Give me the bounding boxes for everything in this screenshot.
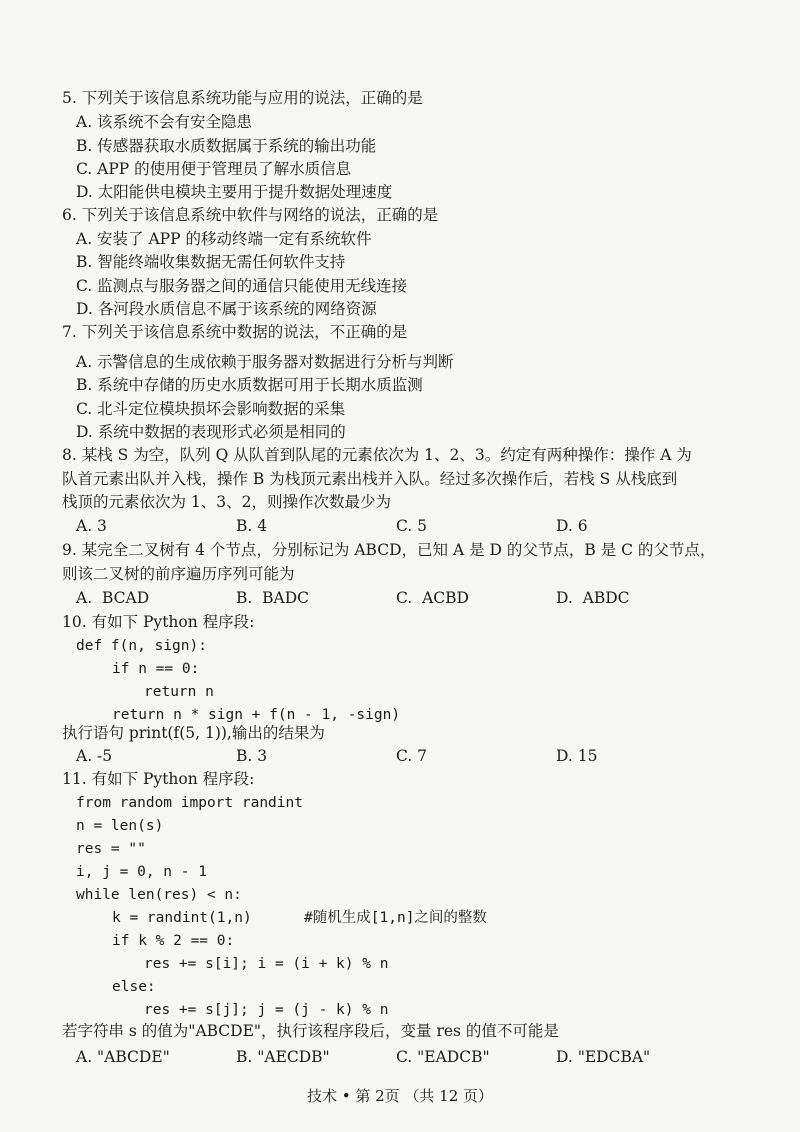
question-10-option-b: B. 3 bbox=[236, 747, 268, 765]
question-5-stem: 5. 下列关于该信息系统功能与应用的说法，正确的是 bbox=[62, 89, 423, 107]
question-11-option-a: A. "ABCDE" bbox=[76, 1048, 170, 1066]
question-5-option-a: A. 该系统不会有安全隐患 bbox=[76, 113, 253, 131]
question-6-stem: 6. 下列关于该信息系统中软件与网络的说法，正确的是 bbox=[62, 206, 439, 224]
question-10-option-c: C. 7 bbox=[396, 747, 428, 765]
question-6-option-b: B. 智能终端收集数据无需任何软件支持 bbox=[76, 253, 346, 271]
question-9-stem-line-2: 则该二叉树的前序遍历序列可能为 bbox=[62, 565, 295, 583]
question-8-stem-line-2: 队首元素出队并入栈，操作 B 为栈顶元素出栈并入队。经过多次操作后，若栈 S 从栈底到 bbox=[62, 470, 678, 488]
code-line: res += s[i]; i = (i + k) % n bbox=[144, 956, 389, 972]
question-8-option-c: C. 5 bbox=[396, 517, 428, 535]
question-8-option-d: D. 6 bbox=[556, 517, 588, 535]
question-5-option-d: D. 太阳能供电模块主要用于提升数据处理速度 bbox=[76, 183, 393, 201]
code-line: k = randint(1,n) #随机生成[1,n]之间的整数 bbox=[112, 910, 487, 926]
question-10-stem: 10. 有如下 Python 程序段: bbox=[62, 613, 255, 631]
question-8-stem-line-1: 8. 某栈 S 为空，队列 Q 从队首到队尾的元素依次为 1、2、3。约定有两种操作：操作 A 为 bbox=[62, 446, 692, 464]
code-line: return n bbox=[144, 684, 214, 700]
question-5-option-c: C. APP 的使用便于管理员了解水质信息 bbox=[76, 160, 352, 178]
code-line: n = len(s) bbox=[76, 818, 164, 834]
question-11-option-d: D. "EDCBA" bbox=[556, 1048, 651, 1066]
question-9-stem-line-1: 9. 某完全二叉树有 4 个节点，分别标记为 ABCD，已知 A 是 D 的父节点，B 是 C 的父节点， bbox=[62, 541, 716, 559]
code-line: while len(res) < n: bbox=[76, 887, 242, 903]
code-line: else: bbox=[112, 979, 156, 995]
code-line: return n * sign + f(n - 1, -sign) bbox=[112, 707, 401, 723]
question-7-option-a: A. 示警信息的生成依赖于服务器对数据进行分析与判断 bbox=[76, 353, 454, 371]
code-line: if n == 0: bbox=[112, 661, 200, 677]
question-10-option-d: D. 15 bbox=[556, 747, 598, 765]
question-7-option-b: B. 系统中存储的历史水质数据可用于长期水质监测 bbox=[76, 376, 423, 394]
question-10-prompt: 执行语句 print(f(5, 1)),输出的结果为 bbox=[62, 724, 325, 742]
page-footer: 技术 • 第 2页 （共 12 页） bbox=[306, 1087, 494, 1105]
question-11-options bbox=[76, 1046, 676, 1068]
question-8-stem-line-3: 栈顶的元素依次为 1、3、2，则操作次数最少为 bbox=[62, 493, 392, 511]
question-7-option-d: D. 系统中数据的表现形式必须是相同的 bbox=[76, 423, 346, 441]
question-9-option-b: B. BADC bbox=[236, 589, 310, 607]
question-11-option-b: B. "AECDB" bbox=[236, 1048, 330, 1066]
question-10-options bbox=[76, 745, 676, 767]
question-11-prompt: 若字符串 s 的值为"ABCDE"，执行该程序段后，变量 res 的值不可能是 bbox=[62, 1022, 559, 1040]
question-6-option-d: D. 各河段水质信息不属于该系统的网络资源 bbox=[76, 300, 377, 318]
question-11-stem: 11. 有如下 Python 程序段: bbox=[62, 770, 255, 788]
code-line: i, j = 0, n - 1 bbox=[76, 864, 207, 880]
question-9-options bbox=[76, 587, 676, 609]
question-9-option-d: D. ABDC bbox=[556, 589, 630, 607]
code-line: from random import randint bbox=[76, 795, 303, 811]
question-9-option-a: A. BCAD bbox=[76, 589, 150, 607]
question-8-option-b: B. 4 bbox=[236, 517, 268, 535]
question-8-option-a: A. 3 bbox=[76, 517, 107, 535]
code-line: res = "" bbox=[76, 841, 146, 857]
question-9-option-c: C. ACBD bbox=[396, 589, 469, 607]
code-line: def f(n, sign): bbox=[76, 638, 207, 654]
question-10-option-a: A. -5 bbox=[76, 747, 113, 765]
question-6-option-c: C. 监测点与服务器之间的通信只能使用无线连接 bbox=[76, 277, 408, 295]
question-7-option-c: C. 北斗定位模块损坏会影响数据的采集 bbox=[76, 400, 346, 418]
question-6-option-a: A. 安装了 APP 的移动终端一定有系统软件 bbox=[76, 230, 372, 248]
question-7-stem: 7. 下列关于该信息系统中数据的说法，不正确的是 bbox=[62, 323, 408, 341]
question-11-option-c: C. "EADCB" bbox=[396, 1048, 490, 1066]
code-line: if k % 2 == 0: bbox=[112, 933, 235, 949]
code-line: res += s[j]; j = (j - k) % n bbox=[144, 1002, 389, 1018]
question-5-option-b: B. 传感器获取水质数据属于系统的输出功能 bbox=[76, 137, 377, 155]
question-8-options bbox=[76, 515, 676, 537]
